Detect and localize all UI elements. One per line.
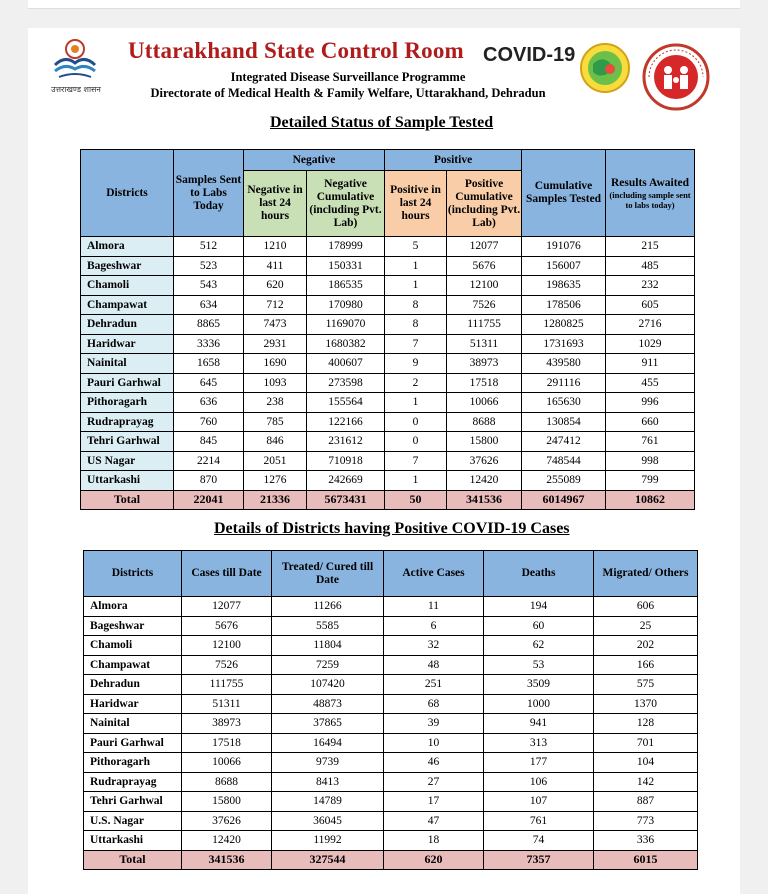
table-cell: 156007 — [522, 256, 606, 276]
table-cell: 18 — [384, 831, 484, 851]
table-cell: 111755 — [182, 675, 272, 695]
table-cell: 606 — [594, 597, 698, 617]
table-cell: 39 — [384, 714, 484, 734]
table-cell: 845 — [174, 432, 244, 452]
district-name: Uttarkashi — [84, 831, 182, 851]
table-cell: 255089 — [522, 471, 606, 491]
table-cell: 68 — [384, 694, 484, 714]
table-cell: 186535 — [307, 276, 385, 296]
table-row — [84, 714, 698, 734]
total-cell: 21336 — [244, 490, 307, 510]
table-cell: 2214 — [174, 451, 244, 471]
top-strip — [28, 0, 740, 9]
table-row — [84, 831, 698, 851]
table-cell: 238 — [244, 393, 307, 413]
table-cell: 645 — [174, 373, 244, 393]
table-cell: 12100 — [447, 276, 522, 296]
table-cell: 8865 — [174, 315, 244, 335]
col-negative-group: Negative — [244, 150, 385, 171]
subtitle-directorate: Directorate of Medical Health & Family Welfare, Uttarakhand, Dehradun — [150, 86, 546, 100]
bulletin-page — [28, 28, 740, 894]
table-cell: 247412 — [522, 432, 606, 452]
table-cell: 411 — [244, 256, 307, 276]
table-cell: 25 — [594, 616, 698, 636]
table-cell: 37626 — [182, 811, 272, 831]
district-name: Pauri Garhwal — [84, 733, 182, 753]
table-cell: 1 — [385, 471, 447, 491]
table-row — [81, 354, 695, 374]
table-cell: 1658 — [174, 354, 244, 374]
table-cell: 232 — [606, 276, 695, 296]
sample-status-table — [80, 149, 695, 510]
total-cell: 6014967 — [522, 490, 606, 510]
table-cell: 1210 — [244, 237, 307, 257]
table-cell: 16494 — [272, 733, 384, 753]
table-cell: 251 — [384, 675, 484, 695]
table-cell: 1093 — [244, 373, 307, 393]
table-cell: 8 — [385, 315, 447, 335]
total-cell: 6015 — [594, 850, 698, 870]
table-cell: 1169070 — [307, 315, 385, 335]
table-cell: 202 — [594, 636, 698, 656]
table-cell: 636 — [174, 393, 244, 413]
table-cell: 37626 — [447, 451, 522, 471]
col-negative-cumulative: Negative Cumulative (including Pvt. Lab) — [307, 171, 385, 237]
district-name: Almora — [84, 597, 182, 617]
table-cell: 170980 — [307, 295, 385, 315]
table-row — [84, 811, 698, 831]
total-cell: 5673431 — [307, 490, 385, 510]
table-cell: 512 — [174, 237, 244, 257]
table-row — [81, 451, 695, 471]
district-name: Bageshwar — [81, 256, 174, 276]
col-positive-group: Positive — [385, 150, 522, 171]
district-name: Pauri Garhwal — [81, 373, 174, 393]
district-name: Nainital — [84, 714, 182, 734]
table-cell: 5676 — [447, 256, 522, 276]
table-row — [81, 393, 695, 413]
district-name: Rudraprayag — [81, 412, 174, 432]
table-cell: 122166 — [307, 412, 385, 432]
table-cell: 11266 — [272, 597, 384, 617]
district-name: Pithoragarh — [84, 753, 182, 773]
column-header: Districts — [84, 551, 182, 597]
table-cell: 178506 — [522, 295, 606, 315]
table-cell: 1 — [385, 256, 447, 276]
col-cumulative-tested: Cumulative Samples Tested — [522, 150, 606, 237]
table-cell: 11 — [384, 597, 484, 617]
table-cell: 870 — [174, 471, 244, 491]
table-cell: 8688 — [182, 772, 272, 792]
table-row — [81, 315, 695, 335]
covid-badge: COVID-19 — [483, 44, 576, 66]
table-cell: 48873 — [272, 694, 384, 714]
table-cell: 760 — [174, 412, 244, 432]
table-cell: 7 — [385, 334, 447, 354]
column-header: Active Cases — [384, 551, 484, 597]
table-cell: 291116 — [522, 373, 606, 393]
district-name: Tehri Garhwal — [81, 432, 174, 452]
table-cell: 799 — [606, 471, 695, 491]
district-name: Bageshwar — [84, 616, 182, 636]
table-cell: 455 — [606, 373, 695, 393]
total-cell: 7357 — [484, 850, 594, 870]
nhm-logo-icon — [641, 42, 711, 112]
total-row — [81, 490, 695, 510]
table-cell: 400607 — [307, 354, 385, 374]
col-districts: Districts — [81, 150, 174, 237]
table-cell: 7526 — [182, 655, 272, 675]
table-cell: 38973 — [182, 714, 272, 734]
table-cell: 7526 — [447, 295, 522, 315]
table-cell: 2051 — [244, 451, 307, 471]
table-cell: 12077 — [182, 597, 272, 617]
uttarakhand-gov-logo — [45, 37, 105, 99]
column-header: Cases till Date — [182, 551, 272, 597]
district-name: Pithoragarh — [81, 393, 174, 413]
table-cell: 17 — [384, 792, 484, 812]
table-row — [84, 616, 698, 636]
table-cell: 0 — [385, 432, 447, 452]
table-cell: 7259 — [272, 655, 384, 675]
district-name: Tehri Garhwal — [84, 792, 182, 812]
state-emblem-icon — [51, 37, 99, 79]
total-row — [84, 850, 698, 870]
table-cell: 231612 — [307, 432, 385, 452]
table-cell: 887 — [594, 792, 698, 812]
district-name: Haridwar — [84, 694, 182, 714]
table-cell: 1276 — [244, 471, 307, 491]
column-header: Migrated/ Others — [594, 551, 698, 597]
table-cell: 10066 — [182, 753, 272, 773]
table-cell: 1731693 — [522, 334, 606, 354]
table-row — [84, 772, 698, 792]
table-cell: 38973 — [447, 354, 522, 374]
district-name: US Nagar — [81, 451, 174, 471]
district-name: Dehradun — [81, 315, 174, 335]
table-cell: 74 — [484, 831, 594, 851]
table-cell: 17518 — [447, 373, 522, 393]
col-samples-sent: Samples Sent to Labs Today — [174, 150, 244, 237]
table-cell: 1680382 — [307, 334, 385, 354]
table-cell: 47 — [384, 811, 484, 831]
table-cell: 785 — [244, 412, 307, 432]
table-cell: 634 — [174, 295, 244, 315]
table-cell: 111755 — [447, 315, 522, 335]
table-cell: 701 — [594, 733, 698, 753]
table-row — [84, 655, 698, 675]
total-cell: 50 — [385, 490, 447, 510]
table-cell: 761 — [606, 432, 695, 452]
table-cell: 8688 — [447, 412, 522, 432]
table-cell: 10066 — [447, 393, 522, 413]
table-cell: 523 — [174, 256, 244, 276]
table-cell: 5 — [385, 237, 447, 257]
table-cell: 155564 — [307, 393, 385, 413]
table-cell: 660 — [606, 412, 695, 432]
table-row — [81, 276, 695, 296]
table-cell: 128 — [594, 714, 698, 734]
total-cell: 327544 — [272, 850, 384, 870]
table-cell: 107420 — [272, 675, 384, 695]
table-cell: 15800 — [447, 432, 522, 452]
district-name: Rudraprayag — [84, 772, 182, 792]
table-cell: 191076 — [522, 237, 606, 257]
table-cell: 194 — [484, 597, 594, 617]
table-cell: 177 — [484, 753, 594, 773]
total-cell: 341536 — [182, 850, 272, 870]
globe-icon — [579, 42, 631, 94]
district-name: Dehradun — [84, 675, 182, 695]
table-cell: 439580 — [522, 354, 606, 374]
district-name: Champawat — [84, 655, 182, 675]
table-cell: 712 — [244, 295, 307, 315]
column-header: Treated/ Cured till Date — [272, 551, 384, 597]
table-cell: 543 — [174, 276, 244, 296]
table-cell: 14789 — [272, 792, 384, 812]
table-cell: 996 — [606, 393, 695, 413]
table-cell: 166 — [594, 655, 698, 675]
table-row — [84, 597, 698, 617]
table-cell: 941 — [484, 714, 594, 734]
table-row — [81, 471, 695, 491]
district-name: Haridwar — [81, 334, 174, 354]
col-positive-cumulative: Positive Cumulative (including Pvt. Lab) — [447, 171, 522, 237]
table-cell: 11804 — [272, 636, 384, 656]
table-cell: 215 — [606, 237, 695, 257]
cases-table-title: Details of Districts having Positive COVID-19 Cases — [214, 520, 570, 537]
table-cell: 0 — [385, 412, 447, 432]
table-cell: 17518 — [182, 733, 272, 753]
table-cell: 37865 — [272, 714, 384, 734]
table-cell: 12420 — [182, 831, 272, 851]
table-cell: 313 — [484, 733, 594, 753]
table-cell: 620 — [244, 276, 307, 296]
table-cell: 1 — [385, 393, 447, 413]
district-name: Uttarkashi — [81, 471, 174, 491]
table-row — [84, 733, 698, 753]
table-row — [81, 412, 695, 432]
table-cell: 53 — [484, 655, 594, 675]
table-cell: 32 — [384, 636, 484, 656]
total-cell: 341536 — [447, 490, 522, 510]
district-name: Chamoli — [84, 636, 182, 656]
table-row — [84, 753, 698, 773]
total-cell: 620 — [384, 850, 484, 870]
col-results-awaited — [606, 150, 695, 237]
district-name: Almora — [81, 237, 174, 257]
table-cell: 5676 — [182, 616, 272, 636]
table-cell: 60 — [484, 616, 594, 636]
table-cell: 605 — [606, 295, 695, 315]
table-cell: 273598 — [307, 373, 385, 393]
col-positive-24h: Positive in last 24 hours — [385, 171, 447, 237]
awaited-note: (including sample sent to labs today) — [609, 189, 691, 210]
table-cell: 1280825 — [522, 315, 606, 335]
table-cell: 846 — [244, 432, 307, 452]
table-cell: 12100 — [182, 636, 272, 656]
table-cell: 46 — [384, 753, 484, 773]
table-cell: 130854 — [522, 412, 606, 432]
col-negative-24h: Negative in last 24 hours — [244, 171, 307, 237]
table-cell: 9 — [385, 354, 447, 374]
subtitle-programme: Integrated Disease Surveillance Programme — [230, 70, 466, 84]
table-cell: 9739 — [272, 753, 384, 773]
table-cell: 1 — [385, 276, 447, 296]
table-cell: 1690 — [244, 354, 307, 374]
table-cell: 2716 — [606, 315, 695, 335]
table-cell: 5585 — [272, 616, 384, 636]
table-cell: 485 — [606, 256, 695, 276]
column-header: Deaths — [484, 551, 594, 597]
table-cell: 12077 — [447, 237, 522, 257]
total-label: Total — [84, 850, 182, 870]
page-title: Uttarakhand State Control Room — [128, 38, 464, 63]
table-cell: 998 — [606, 451, 695, 471]
table-row — [84, 694, 698, 714]
table-cell: 1000 — [484, 694, 594, 714]
table-cell: 198635 — [522, 276, 606, 296]
table-cell: 3336 — [174, 334, 244, 354]
table-cell: 104 — [594, 753, 698, 773]
table-cell: 11992 — [272, 831, 384, 851]
table-cell: 6 — [384, 616, 484, 636]
table-cell: 51311 — [182, 694, 272, 714]
district-name: Champawat — [81, 295, 174, 315]
table-cell: 36045 — [272, 811, 384, 831]
table-cell: 911 — [606, 354, 695, 374]
table-cell: 761 — [484, 811, 594, 831]
total-label: Total — [81, 490, 174, 510]
table-cell: 336 — [594, 831, 698, 851]
positive-cases-table — [83, 550, 698, 870]
table-cell: 150331 — [307, 256, 385, 276]
table-row — [84, 636, 698, 656]
total-cell: 10862 — [606, 490, 695, 510]
table-cell: 1370 — [594, 694, 698, 714]
table-cell: 242669 — [307, 471, 385, 491]
table-cell: 106 — [484, 772, 594, 792]
table-cell: 8 — [385, 295, 447, 315]
table-cell: 2 — [385, 373, 447, 393]
table-cell: 51311 — [447, 334, 522, 354]
table-cell: 107 — [484, 792, 594, 812]
table-row — [84, 675, 698, 695]
table-row — [81, 295, 695, 315]
table-cell: 27 — [384, 772, 484, 792]
table-cell: 165630 — [522, 393, 606, 413]
table-cell: 710918 — [307, 451, 385, 471]
sample-table-title: Detailed Status of Sample Tested — [270, 114, 494, 131]
gov-caption: उत्तराखण्ड शासन — [51, 85, 101, 94]
table-cell: 62 — [484, 636, 594, 656]
district-name: U.S. Nagar — [84, 811, 182, 831]
table-row — [81, 237, 695, 257]
table-cell: 773 — [594, 811, 698, 831]
table-row — [81, 256, 695, 276]
table-cell: 7473 — [244, 315, 307, 335]
table-cell: 142 — [594, 772, 698, 792]
table-cell: 15800 — [182, 792, 272, 812]
table-cell: 8413 — [272, 772, 384, 792]
table-row — [81, 334, 695, 354]
table-cell: 10 — [384, 733, 484, 753]
table-row — [81, 373, 695, 393]
table-cell: 178999 — [307, 237, 385, 257]
table-cell: 12420 — [447, 471, 522, 491]
table-cell: 48 — [384, 655, 484, 675]
table-cell: 575 — [594, 675, 698, 695]
district-name: Nainital — [81, 354, 174, 374]
table-cell: 7 — [385, 451, 447, 471]
table-row — [81, 432, 695, 452]
table-row — [84, 792, 698, 812]
total-cell: 22041 — [174, 490, 244, 510]
table-cell: 748544 — [522, 451, 606, 471]
table-cell: 1029 — [606, 334, 695, 354]
table-cell: 3509 — [484, 675, 594, 695]
table-cell: 2931 — [244, 334, 307, 354]
awaited-label: Results Awaited — [611, 176, 690, 189]
district-name: Chamoli — [81, 276, 174, 296]
